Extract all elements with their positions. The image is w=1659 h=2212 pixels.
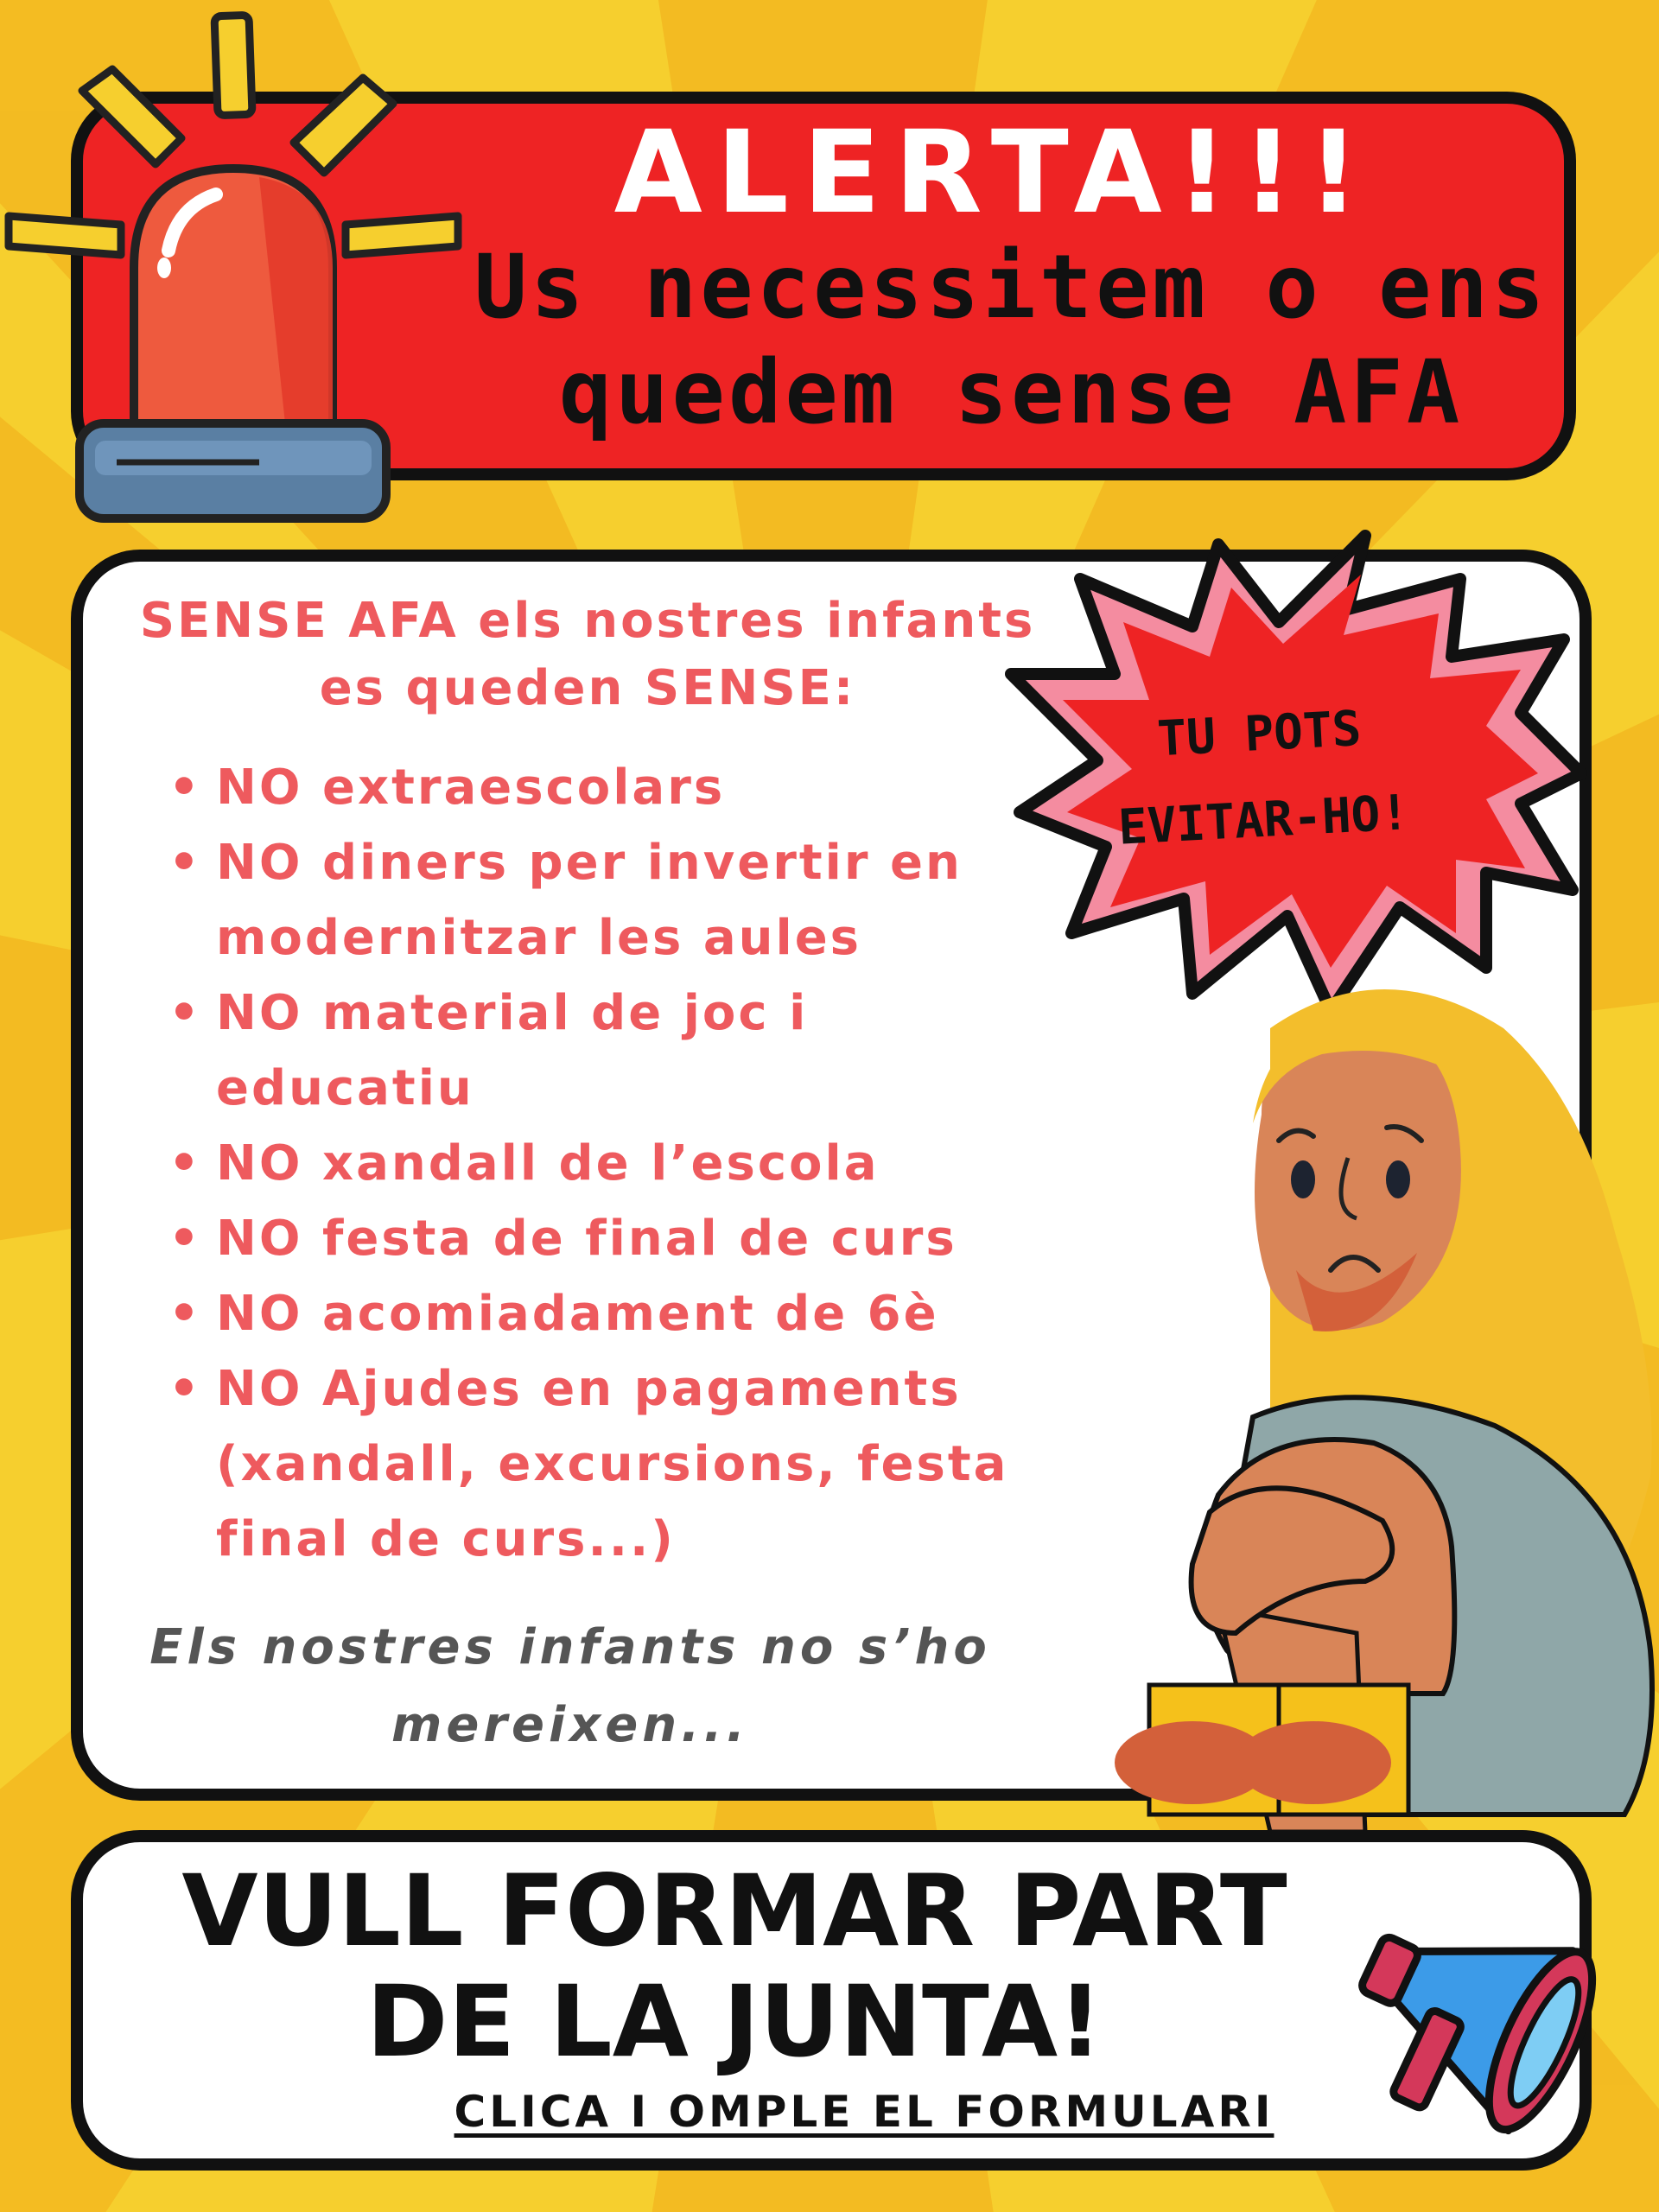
list-item: • NO extraescolars xyxy=(168,750,1076,825)
list-item: • NO acomiadament de 6è xyxy=(168,1276,1076,1351)
closing-text: Els nostres infants no s’ho mereixen... xyxy=(149,1619,991,1753)
intro-text: SENSE AFA els nostres infants es queden SENSE: xyxy=(139,593,1036,716)
megaphone-icon xyxy=(1339,1858,1624,2169)
siren-icon xyxy=(0,9,484,527)
list-item: • NO Ajudes en pagaments (xandall, excursions, festa final de curs...) xyxy=(168,1351,1076,1577)
list-item: • NO xandall de l’escola xyxy=(168,1126,1076,1201)
alert-subtitle: Us necessitem o ens quedem sense AFA xyxy=(474,236,1548,444)
alert-title: ALERTA!!! xyxy=(613,106,1374,239)
list-item: • NO festa de final de curs xyxy=(168,1201,1076,1276)
list-item: • NO material de joc i educatiu xyxy=(168,976,1076,1126)
benefit-list xyxy=(168,750,1076,1577)
list-item: • NO diners per invertir en modernitzar les aules xyxy=(168,825,1076,976)
burst-text: TU POTS EVITAR-HO! xyxy=(1116,700,1411,856)
form-link[interactable]: CLICA I OMPLE EL FORMULARI xyxy=(454,2087,1274,2137)
sad-girl-illustration xyxy=(1097,959,1659,1840)
cta-title: VULL FORMAR PART DE LA JUNTA! xyxy=(181,1853,1287,2079)
